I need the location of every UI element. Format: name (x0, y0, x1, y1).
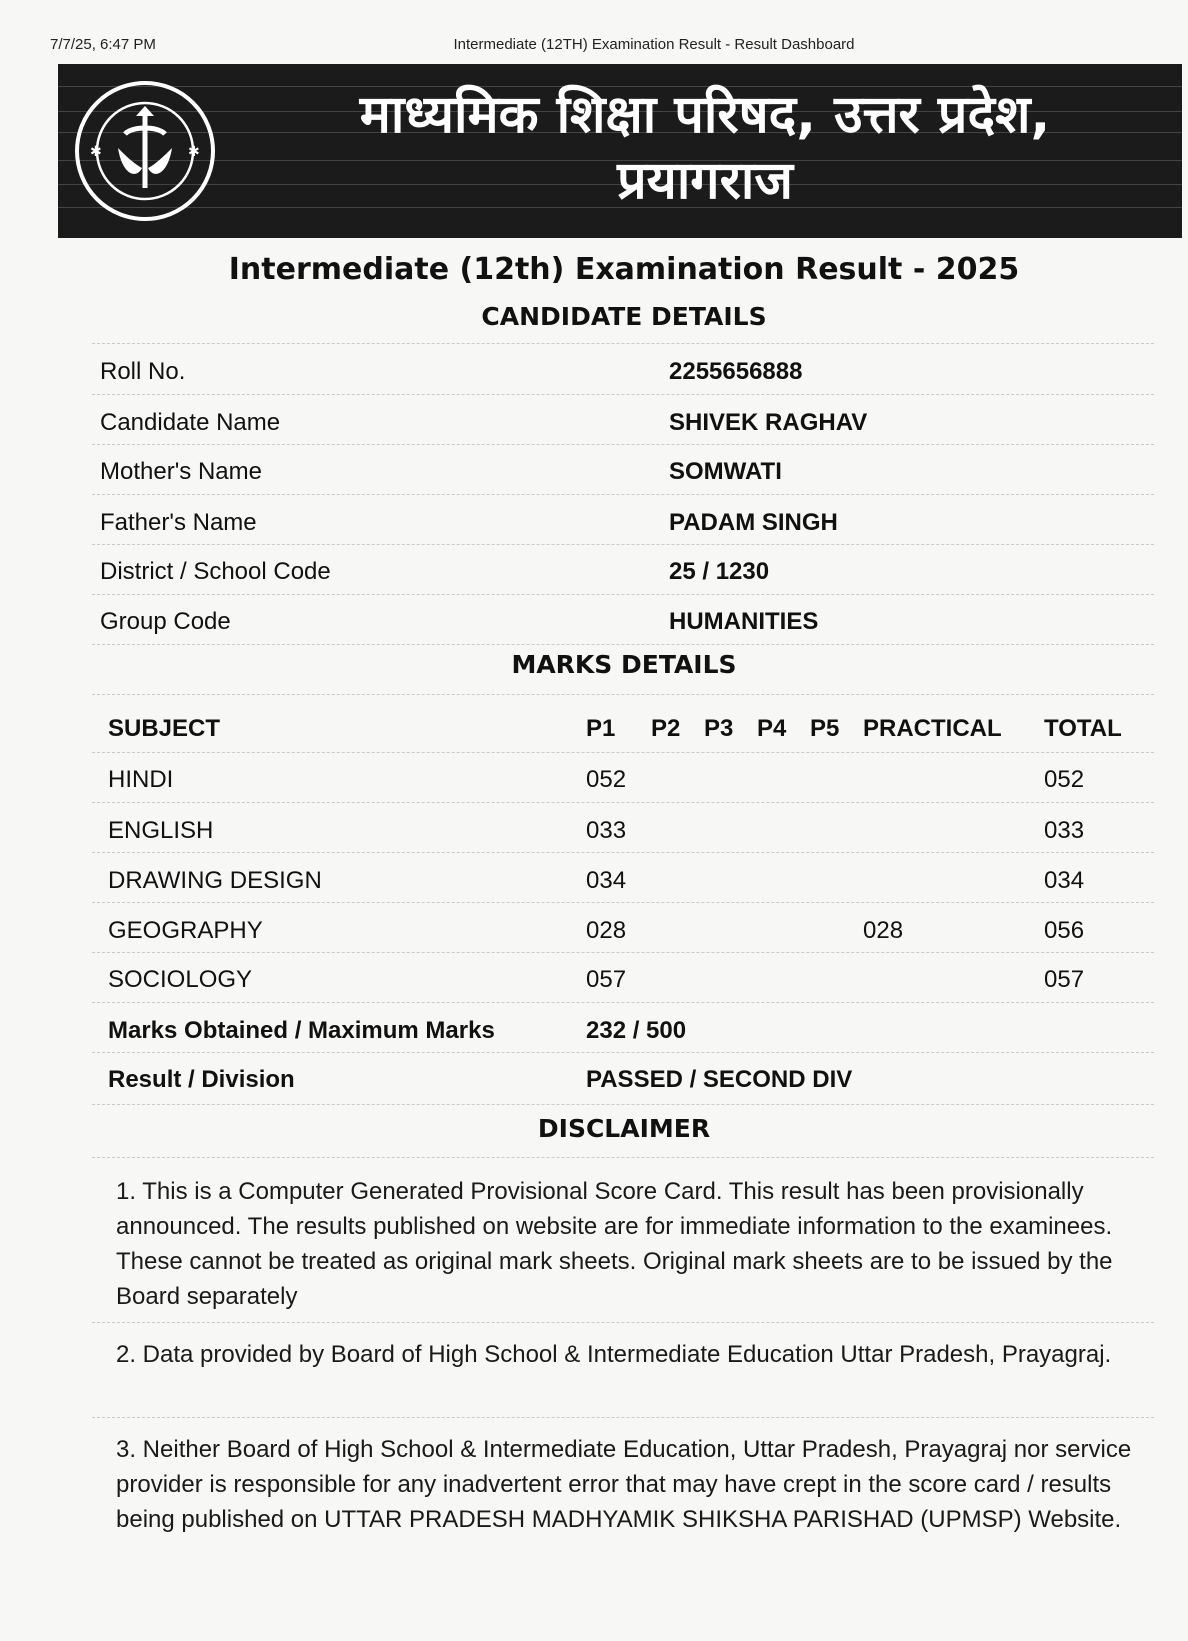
board-seal-logo (70, 76, 220, 226)
marks-obtained-row (92, 1005, 1154, 1057)
candidate-row-name (92, 397, 1154, 449)
disclaimer-item-3: 3. Neither Board of High School & Intermediate Education, Uttar Pradesh, Prayagraj nor service provider is responsible for any inadvertent error that may have crept in the score card / results being published on UTTAR PRADESH MADHYAMIK SHIKSHA PARISHAD (UPMSP) Website. (116, 1436, 1132, 1533)
p1-marks: 028 (586, 917, 627, 944)
col-practical: PRACTICAL (863, 715, 1002, 742)
table-row (92, 805, 1154, 857)
roll-value: 2255656888 (669, 358, 803, 385)
candidate-details-heading: CANDIDATE DETAILS (481, 302, 767, 331)
marks-obtained-value: 232 / 500 (586, 1017, 687, 1044)
result-division-row (92, 1054, 1154, 1106)
p1-marks: 033 (586, 817, 627, 844)
candidate-name-label: Candidate Name (100, 409, 281, 436)
candidate-name-value: SHIVEK RAGHAV (669, 409, 868, 436)
practical-marks: 028 (863, 917, 904, 944)
mother-name-label: Mother's Name (100, 458, 262, 485)
table-row (92, 954, 1154, 1006)
district-school-label: District / School Code (100, 558, 331, 585)
col-p1: P1 (586, 715, 616, 742)
marks-table-header (92, 703, 1154, 755)
board-name-line2: प्रयागराज (617, 151, 793, 211)
subject-name: HINDI (108, 766, 174, 793)
board-banner (58, 64, 1182, 238)
subject-name: DRAWING DESIGN (108, 867, 322, 894)
page-title: Intermediate (12th) Examination Result - 2025 (228, 252, 1020, 287)
district-school-value: 25 / 1230 (669, 558, 770, 585)
p1-marks: 034 (586, 867, 627, 894)
marks-obtained-label: Marks Obtained / Maximum Marks (108, 1017, 495, 1044)
total-marks: 034 (1044, 867, 1085, 894)
total-marks: 033 (1044, 817, 1085, 844)
candidate-row-roll (92, 346, 1154, 398)
print-page-title: Intermediate (12TH) Examination Result - Result Dashboard (453, 36, 855, 53)
total-marks: 057 (1044, 966, 1085, 993)
col-p5: P5 (810, 715, 840, 742)
svg-text:✱: ✱ (188, 144, 200, 160)
col-subject: SUBJECT (108, 715, 221, 742)
candidate-row-father (92, 497, 1154, 549)
roll-label: Roll No. (100, 358, 186, 385)
total-marks: 056 (1044, 917, 1085, 944)
candidate-row-group (92, 596, 1154, 648)
print-header (0, 36, 1188, 56)
candidate-row-district (92, 546, 1154, 598)
col-total: TOTAL (1044, 715, 1122, 742)
result-division-label: Result / Division (108, 1066, 295, 1093)
table-row (92, 754, 1154, 806)
subject-name: ENGLISH (108, 817, 214, 844)
table-row (92, 855, 1154, 907)
print-timestamp: 7/7/25, 6:47 PM (50, 36, 156, 53)
result-division-value: PASSED / SECOND DIV (586, 1066, 853, 1093)
subject-name: SOCIOLOGY (108, 966, 253, 993)
total-marks: 052 (1044, 766, 1085, 793)
group-code-value: HUMANITIES (669, 608, 819, 635)
col-p3: P3 (704, 715, 734, 742)
board-name-line1: माध्यमिक शिक्षा परिषद, उत्तर प्रदेश, (359, 85, 1051, 145)
disclaimer-item-2: 2. Data provided by Board of High School & Intermediate Education Uttar Pradesh, Prayagraj. (116, 1341, 1112, 1368)
mother-name-value: SOMWATI (669, 458, 782, 485)
p1-marks: 052 (586, 766, 627, 793)
p1-marks: 057 (586, 966, 627, 993)
disclaimer-heading: DISCLAIMER (537, 1114, 711, 1143)
col-p2: P2 (651, 715, 681, 742)
table-row (92, 905, 1154, 957)
subject-name: GEOGRAPHY (108, 917, 263, 944)
marks-details-heading: MARKS DETAILS (511, 650, 737, 679)
candidate-row-mother (92, 446, 1154, 498)
svg-text:✱: ✱ (90, 144, 102, 160)
father-name-value: PADAM SINGH (669, 509, 838, 536)
group-code-label: Group Code (100, 608, 231, 635)
disclaimer-item-1: 1. This is a Computer Generated Provisional Score Card. This result has been provisionally announced. The results published on website are for immediate information to the examinees. These cannot be treated as original mark sheets. Original mark sheets are to be issued by the Board separately (116, 1178, 1113, 1310)
board-name-hindi (248, 82, 1162, 214)
col-p4: P4 (757, 715, 787, 742)
father-name-label: Father's Name (100, 509, 257, 536)
